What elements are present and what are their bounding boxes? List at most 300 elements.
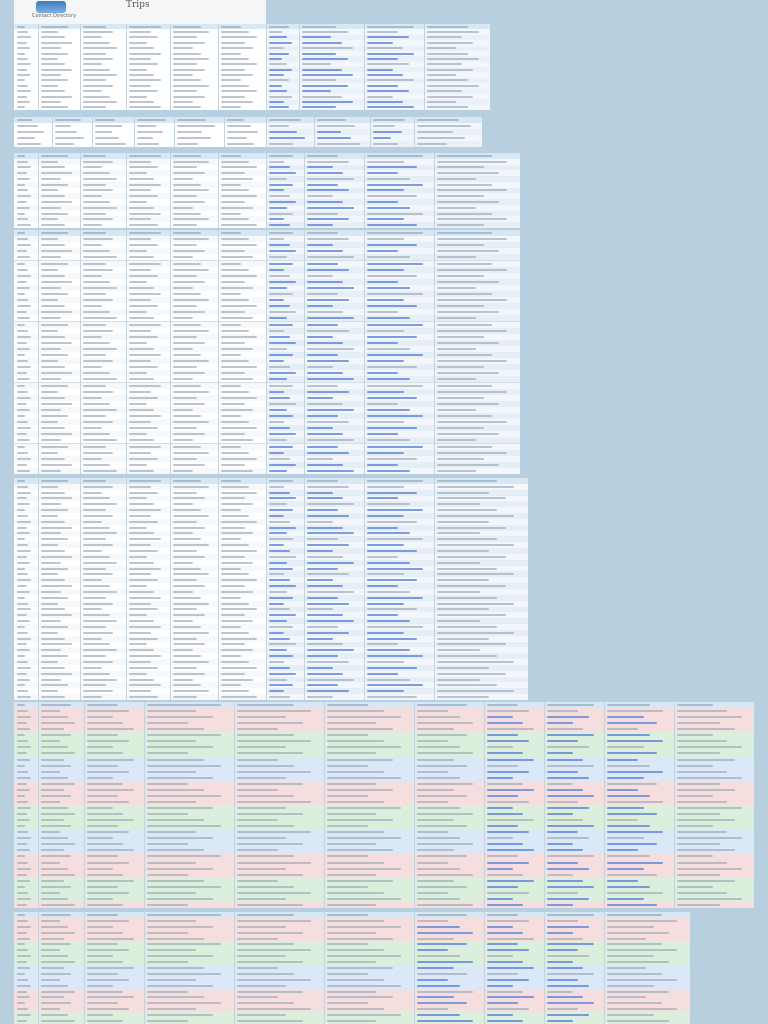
column-divider xyxy=(414,117,415,147)
table-cell xyxy=(547,795,594,797)
table-cell xyxy=(437,293,492,295)
table-cell xyxy=(41,795,71,797)
table-cell xyxy=(17,515,28,517)
table-cell xyxy=(327,855,368,857)
table-cell xyxy=(607,943,662,945)
table-cell xyxy=(137,125,156,127)
table-cell xyxy=(487,771,529,773)
table-cell xyxy=(17,608,31,610)
table-cell xyxy=(327,904,376,906)
table-cell xyxy=(607,771,663,773)
table-cell xyxy=(237,795,294,797)
table-cell xyxy=(173,299,209,301)
table-cell xyxy=(173,166,197,168)
table-cell xyxy=(173,391,209,393)
table-cell xyxy=(147,967,204,969)
table-cell xyxy=(83,293,106,295)
table-cell xyxy=(17,96,27,98)
table-cell xyxy=(173,497,205,499)
table-cell xyxy=(327,1008,384,1010)
table-cell xyxy=(173,562,193,564)
table-cell xyxy=(367,486,404,488)
table-cell xyxy=(221,458,257,460)
table-cell xyxy=(237,904,303,906)
table-cell xyxy=(437,397,484,399)
table-cell xyxy=(83,85,113,87)
table-cell xyxy=(417,765,467,767)
table-cell xyxy=(237,1020,303,1022)
table-cell xyxy=(17,955,31,957)
table-cell xyxy=(129,515,151,517)
table-cell xyxy=(367,649,410,651)
table-cell xyxy=(129,42,147,44)
table-cell xyxy=(437,385,492,387)
table-cell xyxy=(83,201,110,203)
table-cell xyxy=(41,638,65,640)
table-cell xyxy=(307,403,343,405)
contact-table xyxy=(14,230,520,474)
table-cell xyxy=(307,281,343,283)
table-cell xyxy=(129,585,147,587)
table-cell xyxy=(269,224,290,226)
table-cell xyxy=(327,783,376,785)
table-cell xyxy=(317,137,351,139)
column-header xyxy=(417,704,467,706)
table-cell xyxy=(221,275,257,277)
table-cell xyxy=(547,789,583,791)
table-cell xyxy=(55,125,71,127)
table-cell xyxy=(367,521,417,523)
table-cell xyxy=(147,716,213,718)
table-cell xyxy=(147,996,204,998)
table-cell xyxy=(547,831,578,833)
table-cell xyxy=(87,734,118,736)
table-cell xyxy=(547,722,573,724)
table-cell xyxy=(487,728,534,730)
table-cell xyxy=(17,550,31,552)
table-cell xyxy=(307,195,333,197)
table-cell xyxy=(367,178,410,180)
table-cell xyxy=(307,324,338,326)
table-cell xyxy=(367,90,409,92)
table-cell xyxy=(221,281,245,283)
table-cell xyxy=(487,920,529,922)
table-cell xyxy=(41,938,64,940)
table-cell xyxy=(437,263,492,265)
table-cell xyxy=(607,855,650,857)
table-cell xyxy=(83,573,113,575)
table-cell xyxy=(17,342,27,344)
table-cell xyxy=(129,439,154,441)
table-cell xyxy=(269,238,284,240)
table-cell xyxy=(41,244,65,246)
table-cell xyxy=(269,556,296,558)
table-cell xyxy=(83,281,110,283)
table-cell xyxy=(547,855,594,857)
table-cell xyxy=(17,397,31,399)
table-cell xyxy=(437,638,489,640)
table-cell xyxy=(41,579,65,581)
table-cell xyxy=(221,603,249,605)
table-cell xyxy=(327,938,393,940)
table-cell xyxy=(269,184,293,186)
column-header xyxy=(17,914,25,916)
column-divider xyxy=(218,230,219,474)
table-cell xyxy=(137,143,159,145)
table-cell xyxy=(237,874,303,876)
table-cell xyxy=(173,632,209,634)
column-header xyxy=(547,914,594,916)
table-cell xyxy=(147,1020,188,1022)
table-cell xyxy=(41,716,68,718)
table-cell xyxy=(417,813,473,815)
table-cell xyxy=(367,305,417,307)
table-cell xyxy=(129,293,161,295)
column-divider xyxy=(80,153,81,228)
table-cell xyxy=(147,728,204,730)
table-cell xyxy=(17,166,31,168)
table-cell xyxy=(307,391,349,393)
table-cell xyxy=(327,991,376,993)
table-cell xyxy=(307,544,349,546)
table-cell xyxy=(83,287,117,289)
table-cell xyxy=(307,550,333,552)
table-cell xyxy=(129,503,154,505)
table-cell xyxy=(677,728,735,730)
table-cell xyxy=(417,716,460,718)
table-cell xyxy=(173,244,197,246)
table-cell xyxy=(41,166,65,168)
table-cell xyxy=(41,532,61,534)
table-cell xyxy=(367,366,417,368)
table-cell xyxy=(147,722,188,724)
table-cell xyxy=(269,74,284,76)
table-cell xyxy=(87,819,134,821)
table-cell xyxy=(83,172,110,174)
table-cell xyxy=(307,207,354,209)
table-cell xyxy=(269,281,296,283)
table-cell xyxy=(173,568,201,570)
table-cell xyxy=(221,90,257,92)
table-cell xyxy=(437,458,484,460)
table-cell xyxy=(302,69,342,71)
column-divider xyxy=(234,912,235,1024)
table-cell xyxy=(547,985,589,987)
table-cell xyxy=(87,722,123,724)
table-cell xyxy=(417,855,467,857)
table-cell xyxy=(269,31,282,33)
table-cell xyxy=(147,843,188,845)
table-cell xyxy=(129,166,158,168)
table-cell xyxy=(327,996,393,998)
table-cell xyxy=(83,439,117,441)
table-cell xyxy=(307,527,343,529)
table-cell xyxy=(269,391,284,393)
table-cell xyxy=(367,238,404,240)
table-cell xyxy=(437,470,476,472)
table-cell xyxy=(437,509,497,511)
table-cell xyxy=(41,690,58,692)
table-cell xyxy=(607,819,638,821)
table-cell xyxy=(17,632,28,634)
table-cell xyxy=(677,807,742,809)
table-cell xyxy=(221,189,249,191)
table-cell xyxy=(307,679,354,681)
table-cell xyxy=(269,492,290,494)
table-cell xyxy=(677,874,720,876)
table-cell xyxy=(327,759,393,761)
table-cell xyxy=(41,486,58,488)
table-cell xyxy=(237,926,286,928)
table-cell xyxy=(221,597,241,599)
table-cell xyxy=(41,765,71,767)
table-cell xyxy=(173,74,193,76)
table-cell xyxy=(173,378,193,380)
table-cell xyxy=(17,178,30,180)
table-cell xyxy=(41,366,65,368)
table-cell xyxy=(129,626,161,628)
table-cell xyxy=(83,415,106,417)
table-cell xyxy=(307,421,349,423)
table-cell xyxy=(41,42,72,44)
table-cell xyxy=(327,880,393,882)
table-cell xyxy=(437,281,499,283)
table-cell xyxy=(607,926,654,928)
table-cell xyxy=(327,710,384,712)
column-header xyxy=(307,232,338,234)
table-cell xyxy=(221,679,253,681)
table-cell xyxy=(547,1002,594,1004)
table-cell xyxy=(547,759,583,761)
table-cell xyxy=(137,137,153,139)
table-cell xyxy=(547,868,589,870)
table-cell xyxy=(417,1008,448,1010)
table-cell xyxy=(173,544,209,546)
table-cell xyxy=(129,486,151,488)
table-cell xyxy=(147,979,196,981)
table-cell xyxy=(367,690,404,692)
table-cell xyxy=(173,207,193,209)
table-cell xyxy=(269,464,296,466)
table-cell xyxy=(417,734,467,736)
table-cell xyxy=(137,131,163,133)
column-header xyxy=(147,914,221,916)
table-cell xyxy=(147,819,204,821)
table-cell xyxy=(83,492,102,494)
table-cell xyxy=(367,591,410,593)
table-cell xyxy=(83,256,117,258)
table-cell xyxy=(129,85,151,87)
table-cell xyxy=(437,244,484,246)
table-cell xyxy=(367,47,403,49)
table-cell xyxy=(417,137,465,139)
table-row xyxy=(14,1018,690,1024)
table-cell xyxy=(41,85,58,87)
table-cell xyxy=(221,74,253,76)
table-cell xyxy=(17,813,27,815)
table-cell xyxy=(221,568,241,570)
table-cell xyxy=(83,521,102,523)
table-cell xyxy=(173,673,205,675)
table-cell xyxy=(269,201,296,203)
table-cell xyxy=(41,568,68,570)
table-cell xyxy=(87,868,113,870)
table-cell xyxy=(269,125,289,127)
table-cell xyxy=(17,527,27,529)
table-cell xyxy=(173,655,201,657)
table-cell xyxy=(173,238,209,240)
table-cell xyxy=(17,36,31,38)
table-cell xyxy=(173,85,209,87)
table-cell xyxy=(17,1002,25,1004)
table-cell xyxy=(367,342,398,344)
table-cell xyxy=(367,299,404,301)
table-cell xyxy=(221,201,245,203)
table-cell xyxy=(607,807,644,809)
table-cell xyxy=(607,837,644,839)
table-cell xyxy=(17,172,27,174)
table-cell xyxy=(427,101,456,103)
table-cell xyxy=(221,42,245,44)
column-divider xyxy=(38,478,39,700)
table-cell xyxy=(221,79,241,81)
table-cell xyxy=(17,667,31,669)
column-divider xyxy=(434,478,435,700)
table-cell xyxy=(41,961,75,963)
table-cell xyxy=(221,550,257,552)
table-cell xyxy=(17,538,25,540)
table-cell xyxy=(173,305,197,307)
table-cell xyxy=(17,161,28,163)
table-cell xyxy=(437,527,506,529)
table-cell xyxy=(547,991,573,993)
table-cell xyxy=(83,69,110,71)
table-cell xyxy=(302,106,336,108)
table-cell xyxy=(427,42,473,44)
table-cell xyxy=(41,626,68,628)
table-cell xyxy=(237,789,278,791)
table-cell xyxy=(327,819,393,821)
table-cell xyxy=(269,486,284,488)
table-cell xyxy=(417,904,473,906)
table-cell xyxy=(237,920,311,922)
table-cell xyxy=(437,342,499,344)
table-cell xyxy=(269,550,290,552)
table-cell xyxy=(41,275,65,277)
table-cell xyxy=(147,961,188,963)
column-header xyxy=(17,704,25,706)
table-cell xyxy=(83,486,113,488)
table-cell xyxy=(83,90,102,92)
table-cell xyxy=(269,591,287,593)
table-cell xyxy=(173,63,197,65)
table-cell xyxy=(367,244,417,246)
table-cell xyxy=(417,955,460,957)
table-cell xyxy=(269,667,290,669)
table-cell xyxy=(237,938,278,940)
table-cell xyxy=(41,752,75,754)
table-cell xyxy=(83,427,102,429)
table-cell xyxy=(129,556,147,558)
table-cell xyxy=(269,603,284,605)
table-cell xyxy=(487,1014,513,1016)
table-cell xyxy=(129,397,158,399)
table-cell xyxy=(607,886,650,888)
table-cell xyxy=(221,433,245,435)
table-cell xyxy=(17,655,25,657)
table-cell xyxy=(55,131,77,133)
table-cell xyxy=(327,898,401,900)
column-header xyxy=(327,914,368,916)
table-cell xyxy=(17,938,30,940)
table-cell xyxy=(83,638,102,640)
table-cell xyxy=(427,58,479,60)
column-header xyxy=(367,480,423,482)
table-row xyxy=(14,105,490,110)
table-cell xyxy=(607,740,663,742)
table-cell xyxy=(83,269,113,271)
table-cell xyxy=(41,397,65,399)
table-cell xyxy=(87,1008,129,1010)
table-cell xyxy=(367,427,417,429)
table-cell xyxy=(41,189,58,191)
table-cell xyxy=(487,783,523,785)
table-cell xyxy=(41,69,72,71)
column-divider xyxy=(80,478,81,700)
table-cell xyxy=(547,920,578,922)
table-cell xyxy=(607,949,677,951)
table-cell xyxy=(487,813,523,815)
table-cell xyxy=(129,360,151,362)
table-cell xyxy=(373,137,391,139)
table-cell xyxy=(41,734,71,736)
table-cell xyxy=(41,287,61,289)
table-cell xyxy=(83,620,117,622)
contact-table xyxy=(14,153,520,228)
table-cell xyxy=(487,801,529,803)
table-cell xyxy=(327,746,401,748)
table-cell xyxy=(437,269,507,271)
table-cell xyxy=(17,961,27,963)
table-cell xyxy=(607,967,646,969)
table-cell xyxy=(173,161,209,163)
table-cell xyxy=(221,58,249,60)
table-cell xyxy=(269,421,284,423)
column-divider xyxy=(364,230,365,474)
table-cell xyxy=(17,886,25,888)
table-cell xyxy=(41,722,75,724)
table-cell xyxy=(487,789,534,791)
table-cell xyxy=(677,771,727,773)
table-cell xyxy=(417,868,460,870)
table-cell xyxy=(437,213,492,215)
table-cell xyxy=(87,728,134,730)
table-cell xyxy=(221,409,253,411)
table-cell xyxy=(437,632,514,634)
table-cell xyxy=(41,161,58,163)
table-cell xyxy=(17,348,30,350)
table-cell xyxy=(87,789,134,791)
table-cell xyxy=(547,734,594,736)
column-header xyxy=(17,119,32,121)
table-cell xyxy=(87,892,129,894)
table-cell xyxy=(129,250,147,252)
table-cell xyxy=(417,898,460,900)
table-cell xyxy=(83,378,117,380)
table-cell xyxy=(677,837,742,839)
table-cell xyxy=(129,608,158,610)
table-cell xyxy=(17,880,30,882)
